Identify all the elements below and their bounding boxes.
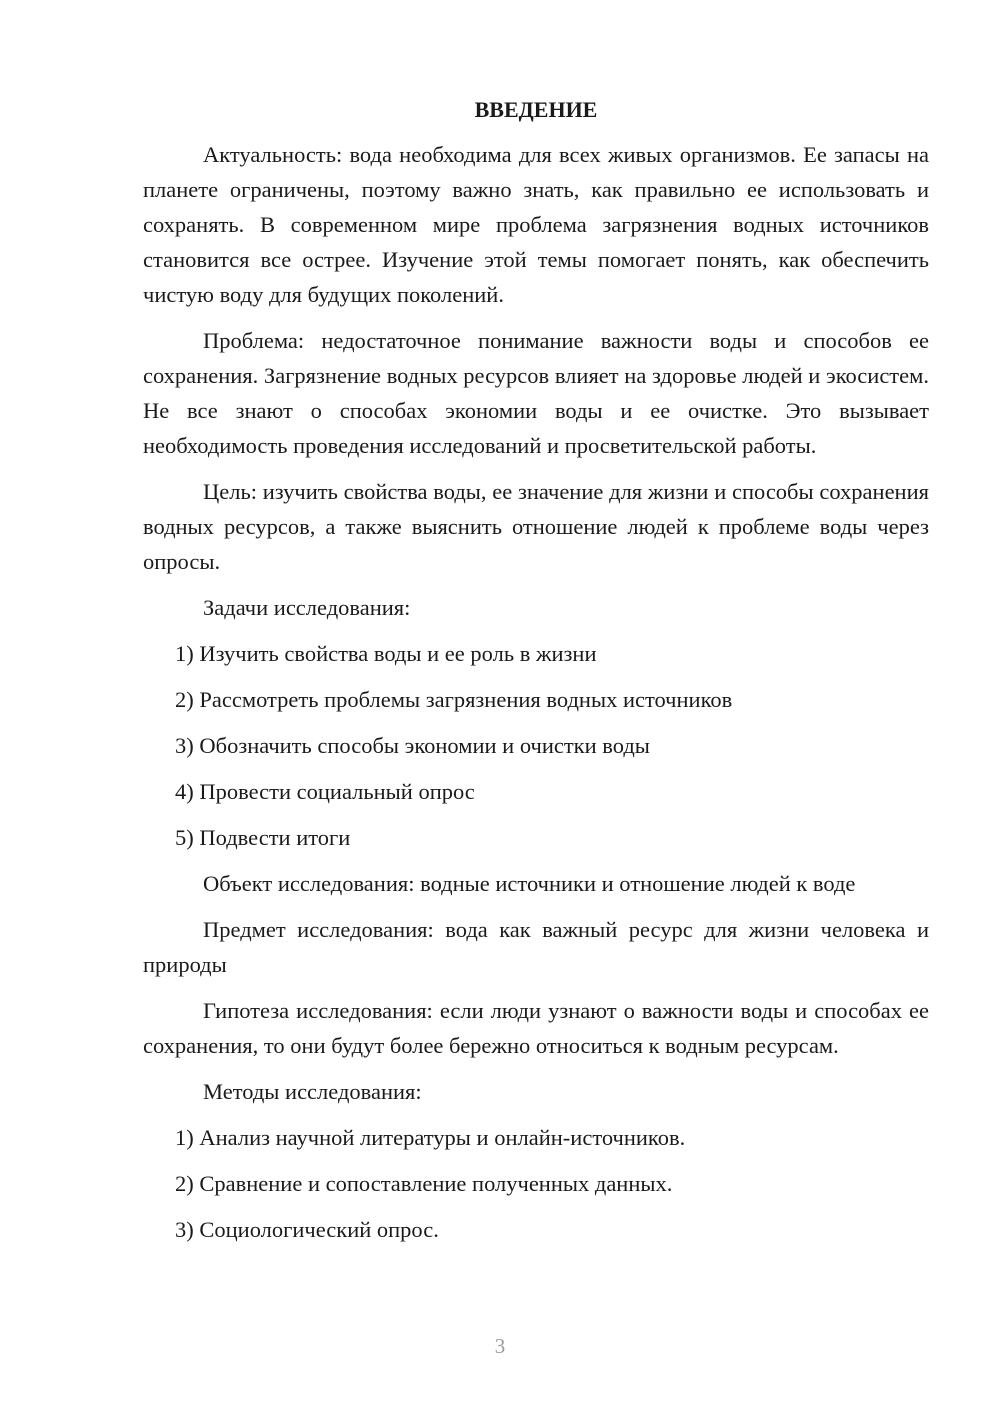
hypothesis-paragraph: Гипотеза исследования: если люди узнают о важности воды и способах ее сохранения, то они будут более бережно относиться к водным ресурсам.: [143, 998, 929, 1058]
methods-heading: Методы исследования:: [203, 1079, 422, 1104]
task-item: 3) Обозначить способы экономии и очистки воды: [175, 733, 650, 758]
method-item: 1) Анализ научной литературы и онлайн-источников.: [175, 1125, 686, 1150]
method-item: 3) Социологический опрос.: [175, 1217, 439, 1242]
relevance-paragraph: Актуальность: вода необходима для всех живых организмов. Ее запасы на планете ограничены, поэтому важно знать, как правильно ее использовать и сохранять. В современном мире проблема загрязнения водных источников становится все острее. Изучение этой темы помогает понять, как обеспечить чистую воду для будущих поколений.: [143, 142, 929, 307]
subject-paragraph: Предмет исследования: вода как важный ресурс для жизни человека и природы: [143, 917, 929, 977]
goal-paragraph: Цель: изучить свойства воды, ее значение для жизни и способы сохранения водных ресурсов, а также выяснить отношение людей к проблеме воды через опросы.: [143, 479, 929, 574]
task-item: 5) Подвести итоги: [175, 825, 351, 850]
problem-paragraph: Проблема: недостаточное понимание важности воды и способов ее сохранения. Загрязнение водных ресурсов влияет на здоровье людей и экосистем. Не все знают о способах экономии воды и ее очистке. Это вызывает необходимость проведения исследований и просветительской работы.: [143, 328, 929, 458]
task-item: 4) Провести социальный опрос: [175, 779, 475, 804]
page-title: ВВЕДЕНИЕ: [474, 97, 598, 122]
tasks-heading: Задачи исследования:: [203, 595, 411, 620]
method-item: 2) Сравнение и сопоставление полученных данных.: [175, 1171, 673, 1196]
task-item: 2) Рассмотреть проблемы загрязнения водных источников: [175, 687, 733, 712]
object-paragraph: Объект исследования: водные источники и отношение людей к воде: [203, 871, 856, 896]
page-content: [143, 92, 929, 1258]
page-number: 3: [494, 1334, 506, 1358]
task-item: 1) Изучить свойства воды и ее роль в жизни: [175, 641, 597, 666]
